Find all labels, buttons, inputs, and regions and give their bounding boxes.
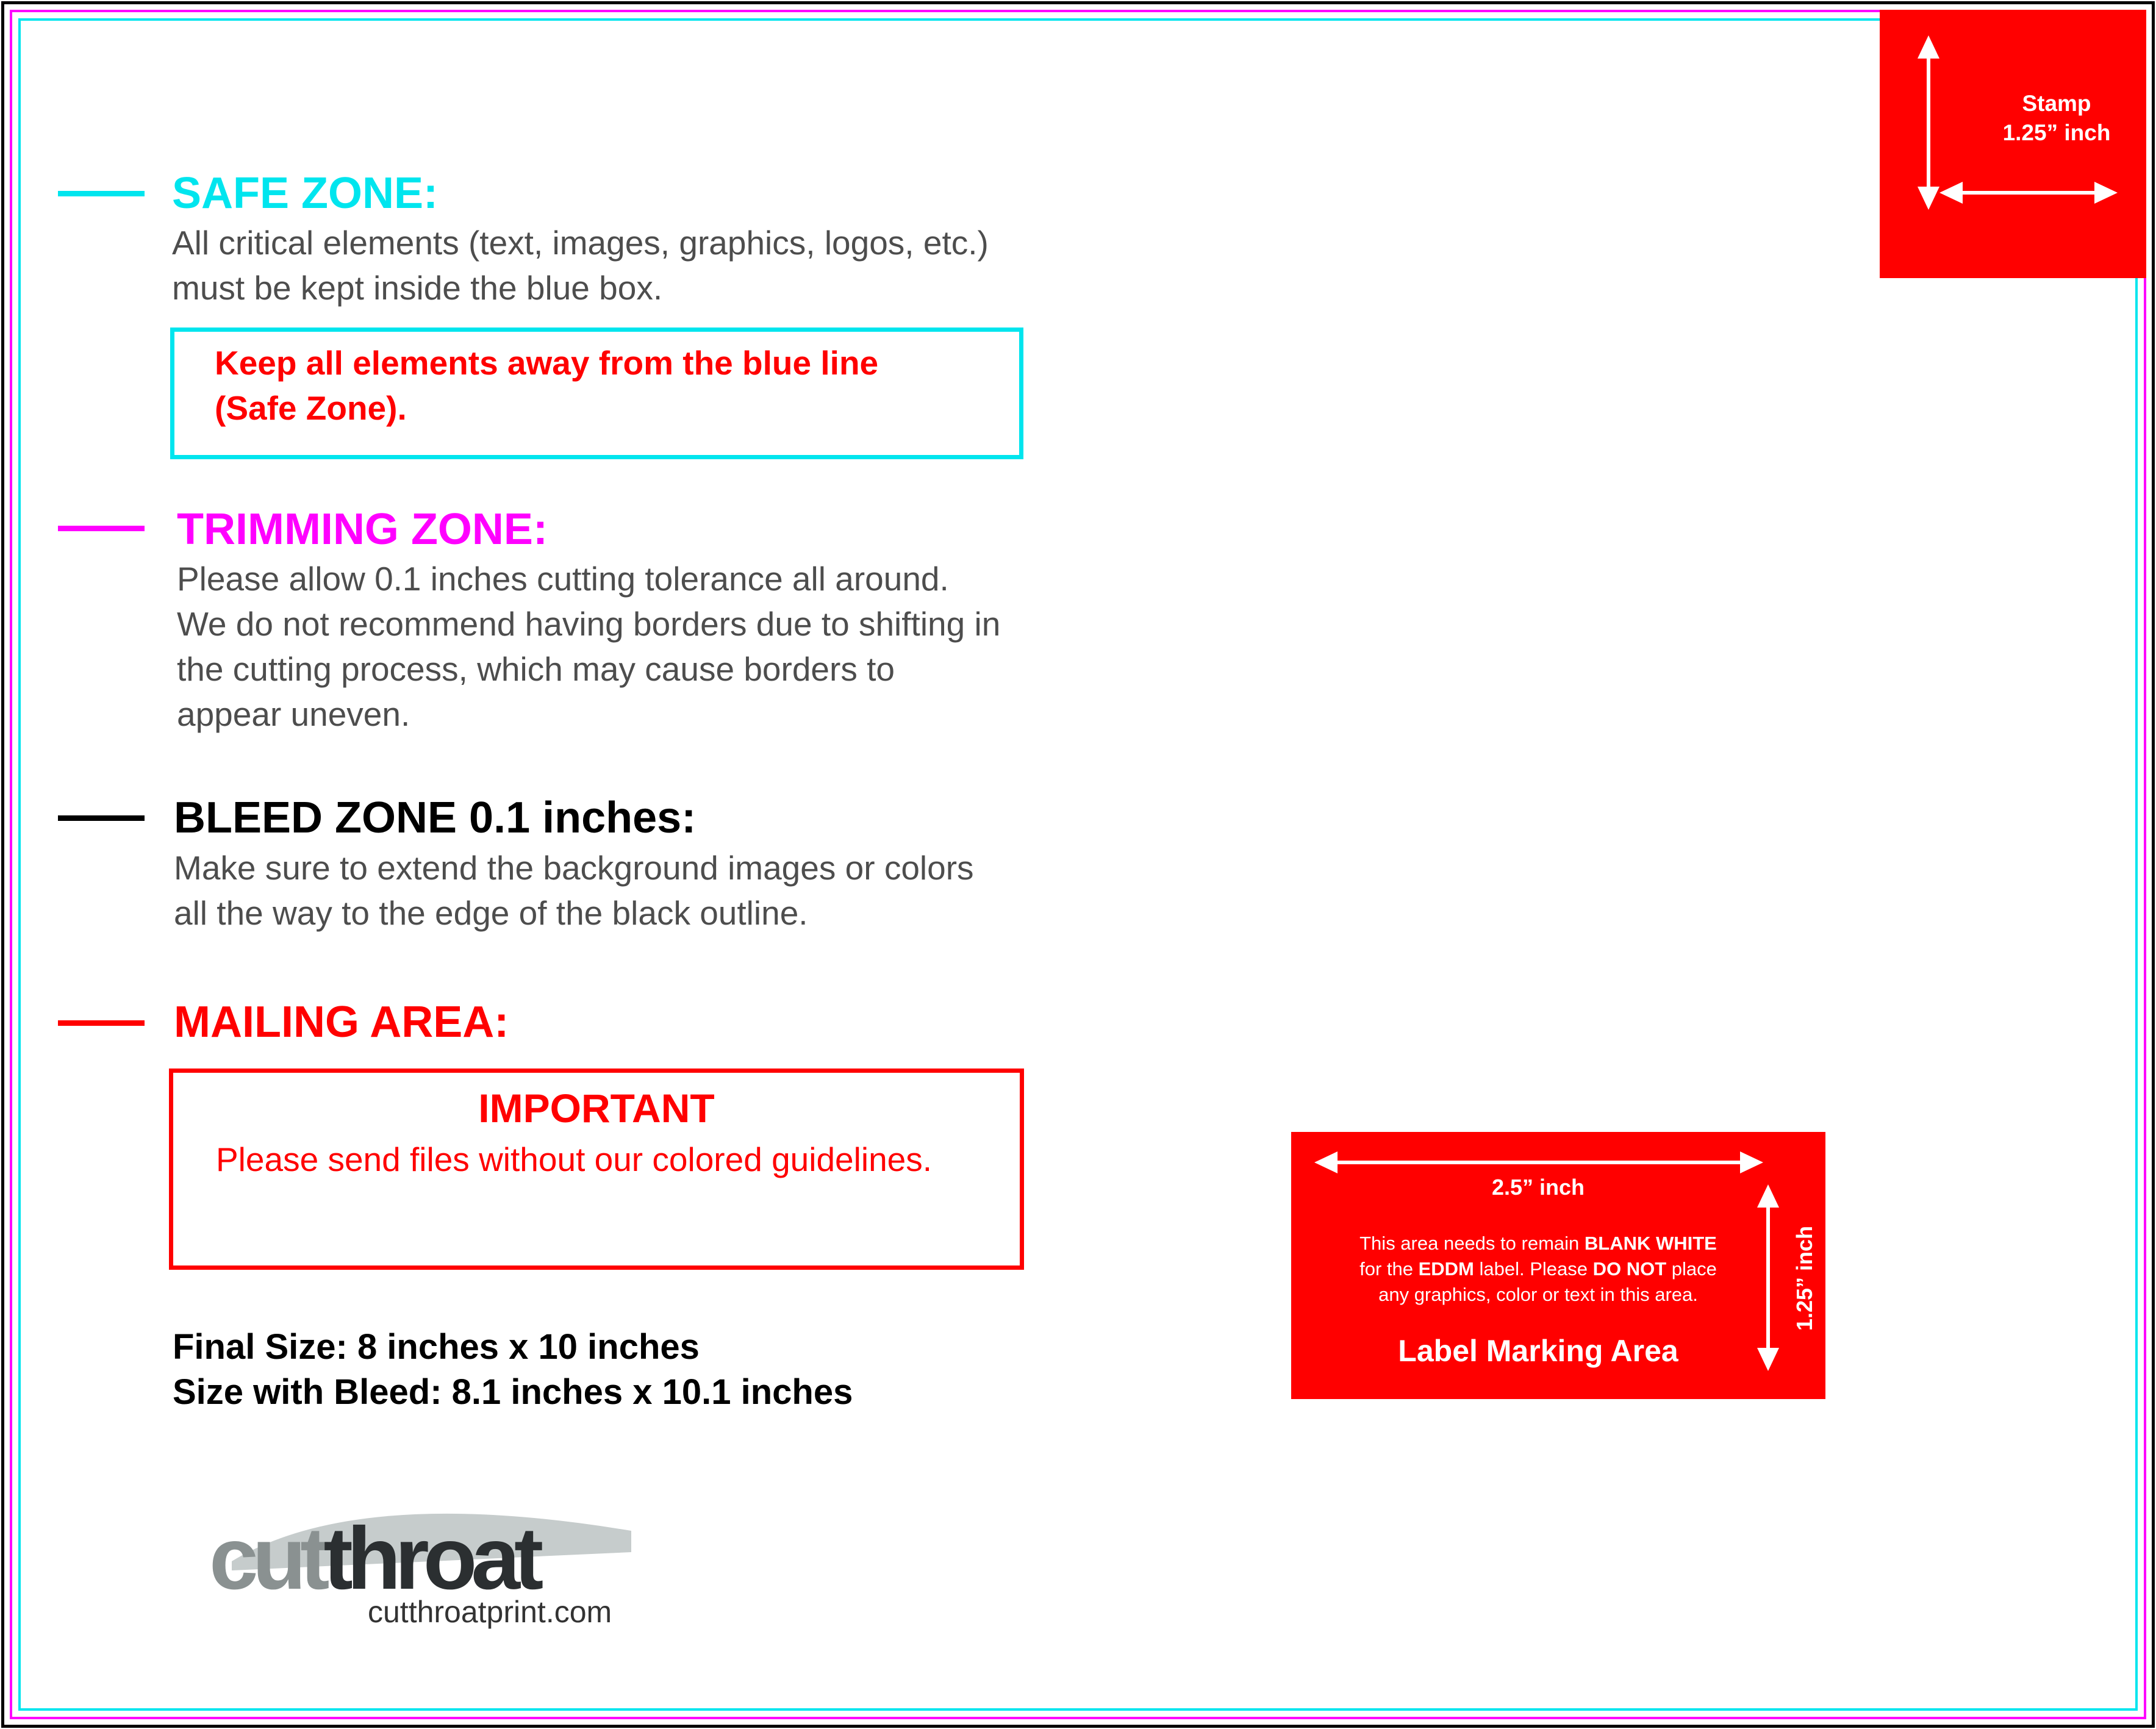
safe-zone-warning-line-1: Keep all elements away from the blue line [215,344,879,382]
trim-zone-line-2: We do not recommend having borders due to shifting in [177,605,1001,643]
safe-zone-warning [215,340,878,431]
stamp-label [1929,89,2156,148]
bleed-zone-line-1: Make sure to extend the background images or colors [174,849,974,887]
label-instructions-emphasis: EDDM [1418,1258,1474,1280]
trim-zone-line-1: Please allow 0.1 inches cutting tolerance all around. [177,560,949,598]
label-instructions-emphasis: BLANK WHITE [1584,1233,1717,1254]
stamp-label-line-1: Stamp [2022,91,2091,116]
bleed-zone-description [174,845,974,936]
final-size-text: Final Size: 8 inches x 10 inches [173,1327,700,1367]
label-width-text: 2.5” inch [1491,1175,1585,1200]
label-instructions-text: place [1666,1258,1717,1280]
label-instructions-text: This area needs to remain [1359,1233,1585,1254]
trim-zone-legend-line [58,526,145,531]
stamp-label-line-2: 1.25” inch [2002,120,2111,145]
important-text: Please send files without our colored guidelines. [216,1140,933,1178]
safe-zone-line-1: All critical elements (text, images, graphics, logos, etc.) [172,224,989,262]
label-marking-title: Label Marking Area [1398,1334,1678,1368]
mailing-area-legend-line [58,1020,145,1026]
bleed-size-text: Size with Bleed: 8.1 inches x 10.1 inches [173,1372,853,1412]
logo-url: cutthroatprint.com [368,1595,612,1629]
safe-zone-line-2: must be kept inside the blue box. [172,269,663,307]
label-instructions-text: label. Please [1474,1258,1593,1280]
bleed-zone-line-2: all the way to the edge of the black outline. [174,894,808,932]
label-instructions-text: any graphics, color or text in this area. [1378,1284,1698,1305]
logo-word-light: cut [209,1509,324,1608]
safe-zone-legend-line [58,191,145,196]
bleed-zone-title: BLEED ZONE 0.1 inches: [174,793,697,842]
trim-zone-description [177,556,1000,737]
stamp-area [1880,10,2146,278]
cutthroat-logo [204,1473,650,1631]
safe-zone-example-box [170,328,1023,459]
trim-zone-title: TRIMMING ZONE: [177,505,548,554]
trim-zone-line-4: appear uneven. [177,695,410,733]
trim-zone-line-3: the cutting process, which may cause borders to [177,650,895,688]
svg-text:cutthroat [209,1509,543,1608]
size-info [173,1325,853,1415]
bleed-zone-legend-line [58,815,145,821]
label-instructions-text: for the [1359,1258,1419,1280]
important-label: IMPORTANT [478,1086,715,1131]
label-height-text: 1.25” inch [1792,1225,1817,1331]
label-instructions-emphasis: DO NOT [1592,1258,1667,1280]
mailing-area-title: MAILING AREA: [174,998,509,1047]
safe-zone-title: SAFE ZONE: [172,169,439,218]
label-instructions [1291,1231,1785,1308]
logo-word-dark: throat [323,1509,538,1608]
safe-zone-description [172,220,989,310]
safe-zone-warning-line-2: (Safe Zone). [215,389,407,427]
label-marking-area [1291,1132,1825,1399]
important-notice-box [169,1069,1024,1270]
